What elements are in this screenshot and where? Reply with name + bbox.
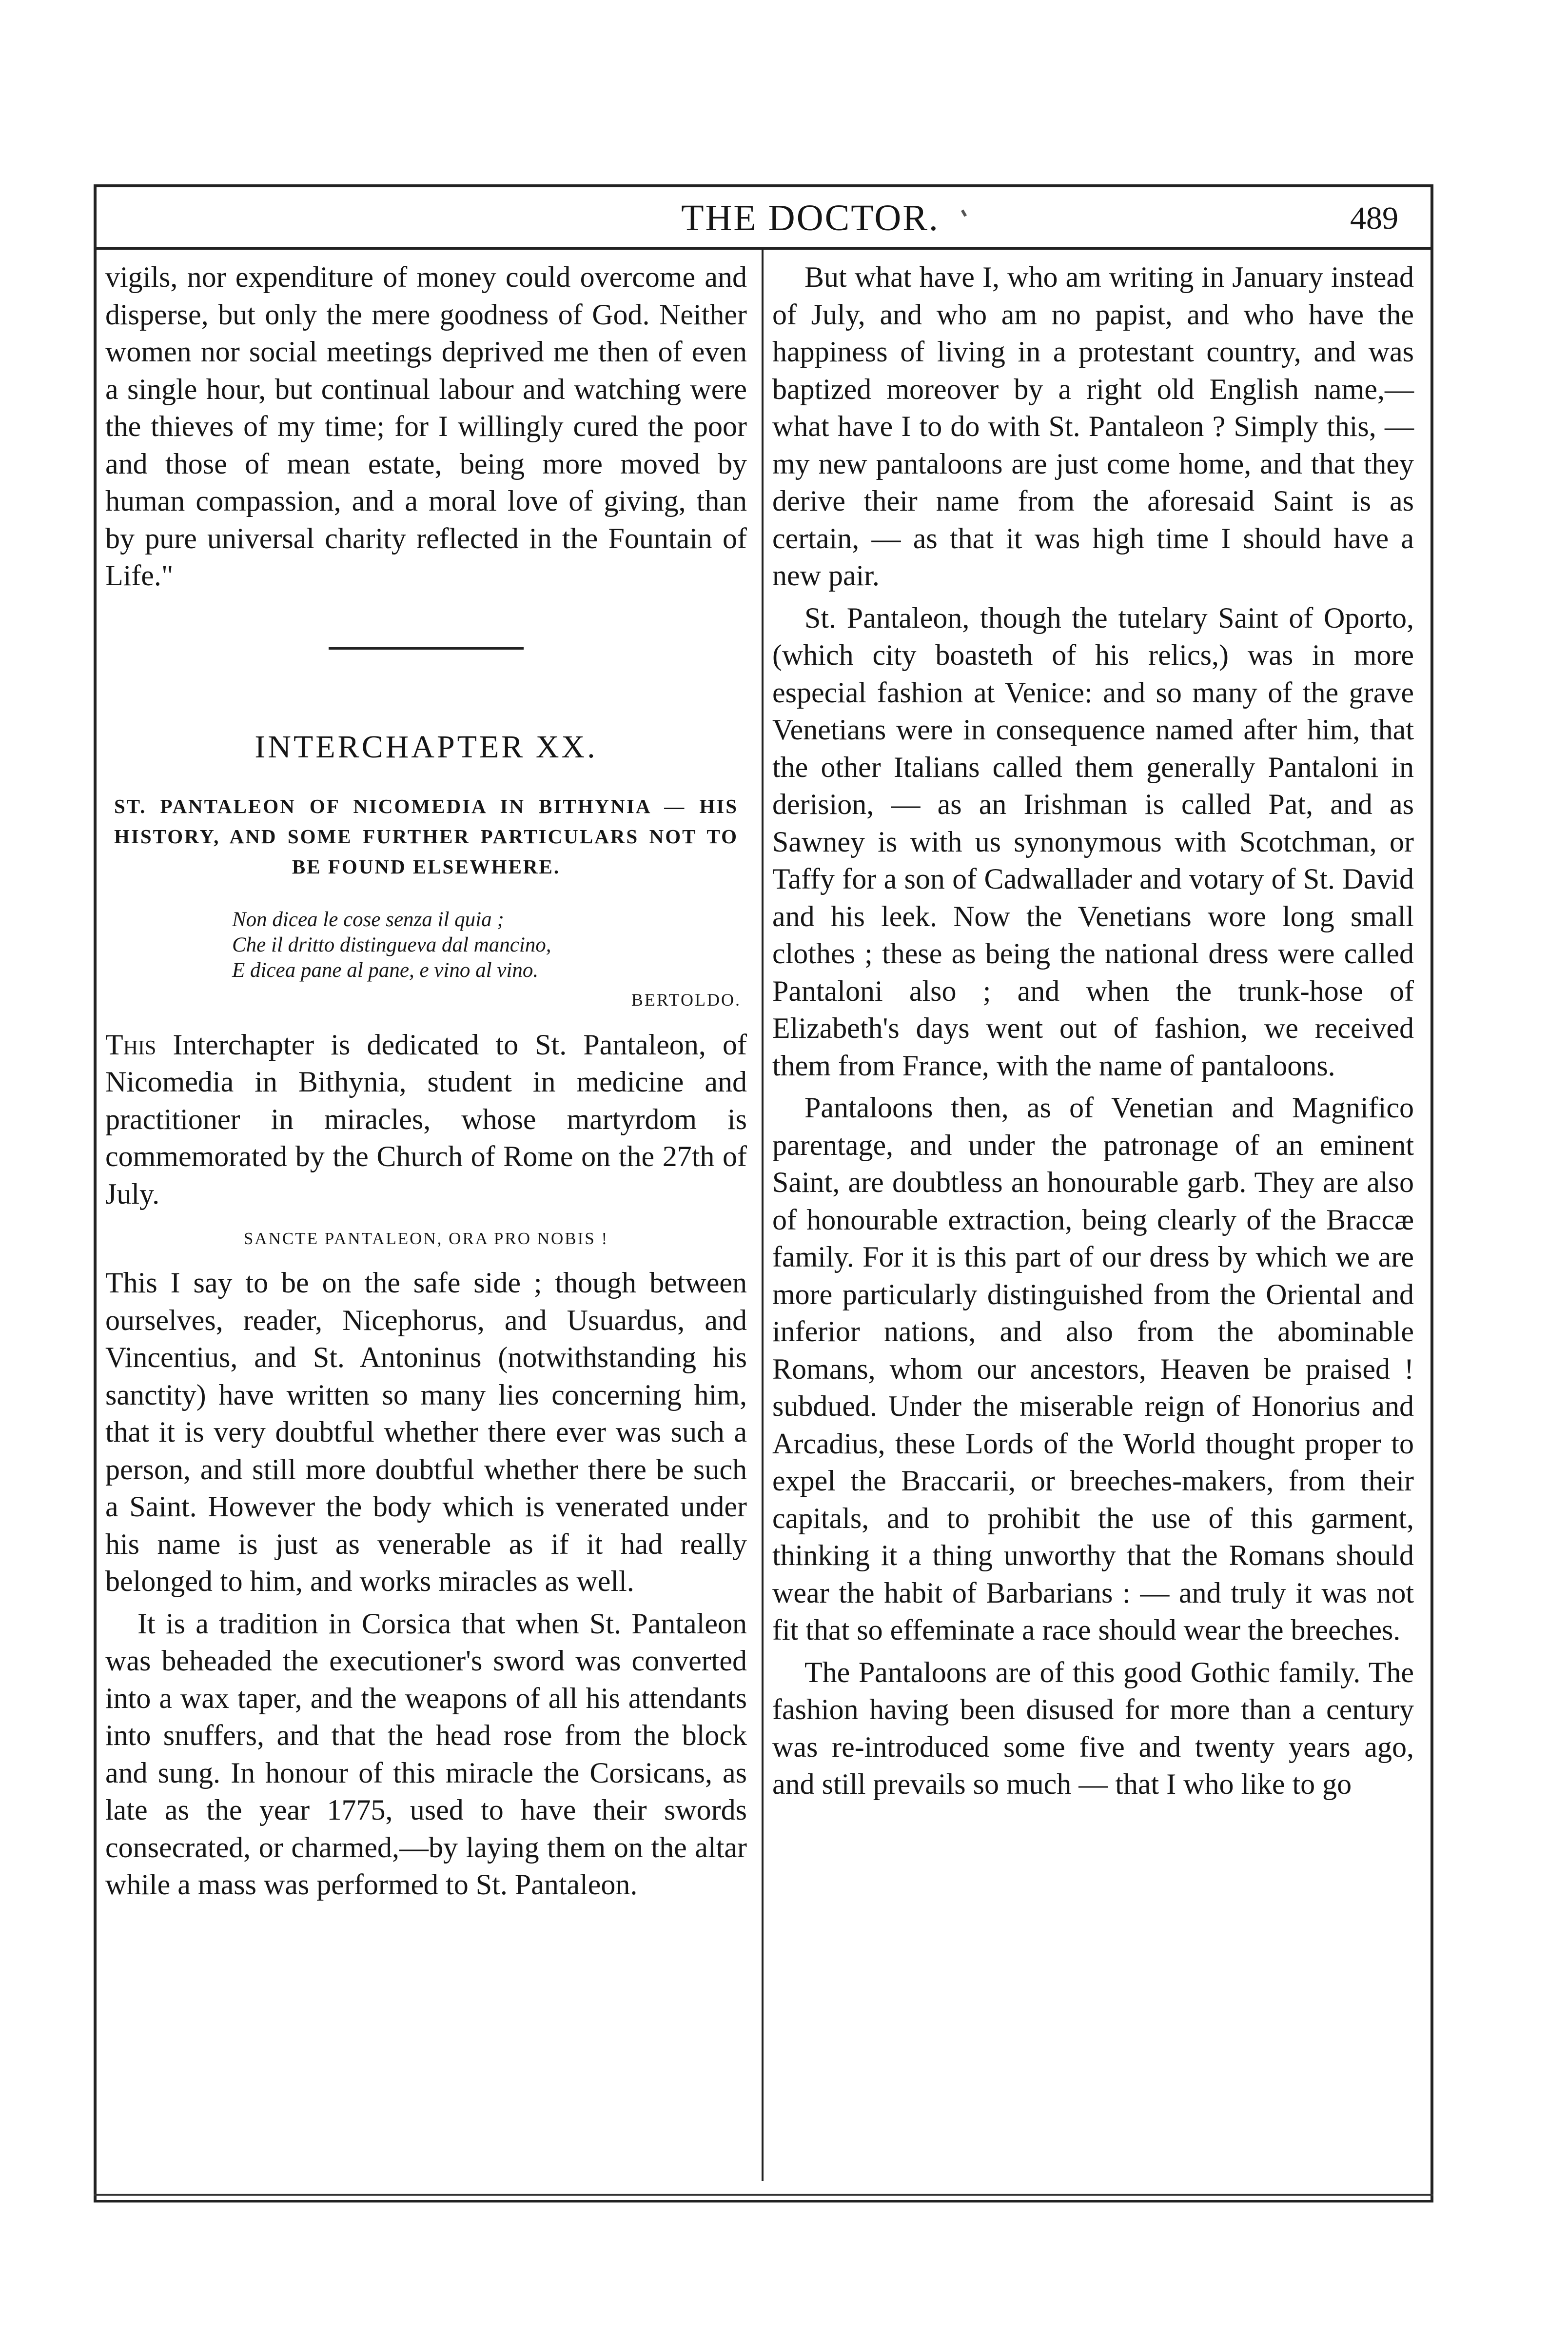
paragraph-venetian: Pantaloons then, as of Venetian and Magnifico parentage, and under the patronage of an eminent Saint, are doubtless an honourable garb. They are also of honourable extraction, being clearly of the Braccæ family. For it is this part of our dress by which we are more particularly distinguished from the Oriental and inferior nations, and also from the abominable Romans, whom our ancestors, Heaven be praised ! subdued. Under the miserable reign of Honorius and Arcadius, these Lords of the World thought proper to expel the Braccarii, or breeches-makers, from their capitals, and to prohibit the use of this garment, thinking it a thing unworthy that the Romans should wear the habit of Barbarians : — and truly it was not fit that so effeminate a race should wear the breeches.: [772, 1091, 1414, 1646]
dedication-text: Interchapter is dedicated to St. Pantaleon, of Nicomedia in Bithynia, student in medicine and practitioner in miracles, whose martyrdom is commemorated by the Church of Rome on the 27th of July.: [105, 1028, 747, 1210]
epigraph-attribution: BERTOLDO.: [631, 990, 741, 1010]
chapter-heading: INTERCHAPTER XX.: [255, 729, 598, 765]
epigraph-line: Che il dritto distingueva dal mancino,: [232, 933, 551, 956]
invocation: SANCTE PANTALEON, ORA PRO NOBIS !: [243, 1229, 609, 1248]
epigraph: [232, 907, 747, 983]
dedication-paragraph: [105, 1026, 747, 1213]
epigraph-line: Non dicea le cose senza il quia ;: [232, 908, 504, 931]
column-divider: [762, 250, 764, 2181]
section-divider: [329, 647, 524, 650]
paragraph-gothic: The Pantaloons are of this good Gothic family. The fashion having been disused for more than a century was re-introduced some five and twenty years ago, and still prevails so much — that I who like to go: [772, 1656, 1414, 1800]
right-column: [772, 258, 1414, 1803]
left-column: [105, 258, 747, 1904]
running-head: [94, 197, 1433, 246]
bottom-rule: [94, 2194, 1433, 2196]
chapter-subtitle: ST. PANTALEON OF NICOMEDIA IN BITHYNIA — HIS HISTORY, AND SOME FURTHER PARTICULARS NOT TO BE FOUND ELSEWHERE.: [114, 794, 738, 878]
page-number: 489: [1350, 200, 1398, 236]
paragraph-corsica: It is a tradition in Corsica that when St. Pantaleon was beheaded the executioner's sword was converted into a wax taper, and the weapons of all his attendants into snuffers, and that the head rose from the block and sung. In honour of this miracle the Corsicans, as late as the year 1775, used to have their swords consecrated, or charmed,—by laying them on the altar while a mass was performed to St. Pantaleon.: [105, 1607, 747, 1901]
paragraph-january: But what have I, who am writing in January instead of July, and who am no papist, and who have the happiness of living in a protestant country, and was baptized moreover by a right old English name,—what have I to do with St. Pantaleon ? Simply this, — my new pantaloons are just come home, and that they derive their name from the aforesaid Saint is as certain, — as that it was high time I should have a new pair.: [772, 261, 1414, 592]
dedication-first-word: This: [105, 1028, 157, 1061]
running-title: THE DOCTOR.: [681, 198, 940, 238]
paragraph-oporto: St. Pantaleon, though the tutelary Saint of Oporto, (which city boasteth of his relics,) was in more especial fashion at Venice: and so many of the grave Venetians were in consequence named after him, that the other Italians called them generally Pantaloni in derision, — as an Irishman is called Pat, and as Sawney is with us synonymous with Scotchman, or Taffy for a son of Cadwallader and votary of St. David and his leek. Now the Venetians wore long small clothes ; these as being the national dress were called Pantaloni also ; and when the trunk-hose of Elizabeth's days went out of fashion, we received them from France, with the name of pantaloons.: [772, 601, 1414, 1082]
opening-paragraph: vigils, nor expenditure of money could overcome and disperse, but only the mere goodness of God. Neither women nor social meetings deprived me then of even a single hour, but continual labour and watching were the thieves of my time; for I willingly cured the poor and those of mean estate, being more moved by human compassion, and a moral love of giving, than by pure universal charity reflected in the Fountain of Life.": [105, 261, 747, 592]
epigraph-line: E dicea pane al pane, e vino al vino.: [232, 958, 539, 982]
header-rule: [94, 247, 1433, 250]
paragraph-safe-side: This I say to be on the safe side ; though between ourselves, reader, Nicephorus, and Usuardus, and Vincentius, and St. Antoninus (notwithstanding his sanctity) have written so many lies concerning him, that it is very doubtful whether there ever was such a person, and still more doubtful whether there be such a Saint. However the body which is venerated under his name is just as venerable as if it had really belonged to him, and works miracles as well.: [105, 1267, 747, 1597]
